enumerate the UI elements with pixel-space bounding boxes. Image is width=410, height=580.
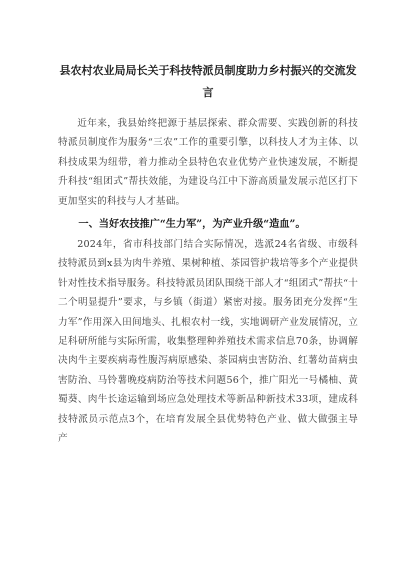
document-title: 县农村农业局局长关于科技特派员制度助力乡村振兴的交流发言 <box>59 64 357 99</box>
intro-paragraph: 近年来，我县始终把源于基层探索、群众需要、实践创新的科技特派员制度作为服务“三农”工作的重要引擎，以科技人才为主体、以科技成果为纽带，着力推动全县特色农业优势产业快速发展，不断提升科技“组团式”帮扶效能，为建设乌江中下游高质量发展示范区打下更加坚实的科技与人才基础。 <box>58 118 358 207</box>
section-1-heading: 一、当好农技推广“生力军”，为产业升级“造血”。 <box>78 218 306 231</box>
section-1-paragraph: 2024年，省市科技部门结合实际情况，选派24名省级、市级科技特派员到x县为肉牛养殖、果树种植、茶园管护栽培等多个产业提供针对性技术指导服务。科技特派员团队围绕干部人才“组团式”帮扶“十二个明显提升”要求，与乡镇（街道）紧密对接。服务团充分发挥“生力军”作用深入田间地头、扎根农村一线，实地调研产业发展情况，立足科研所能与实际所需，收集整理种养殖技术需求信息70条，协调解决肉牛主要疾病毒性腹泻病原感染、茶园病虫害防治、红薯幼苗病虫害防治、马铃薯晚疫病防治等技术问题56个，推广阳光一号橘柚、黄蜀葵、肉牛长途运输到场应急处理技术等新品种新技术33项，建成科技特派员示范点3个，在培育发展全县优势特色产业、做大做强主导产 <box>58 239 358 445</box>
